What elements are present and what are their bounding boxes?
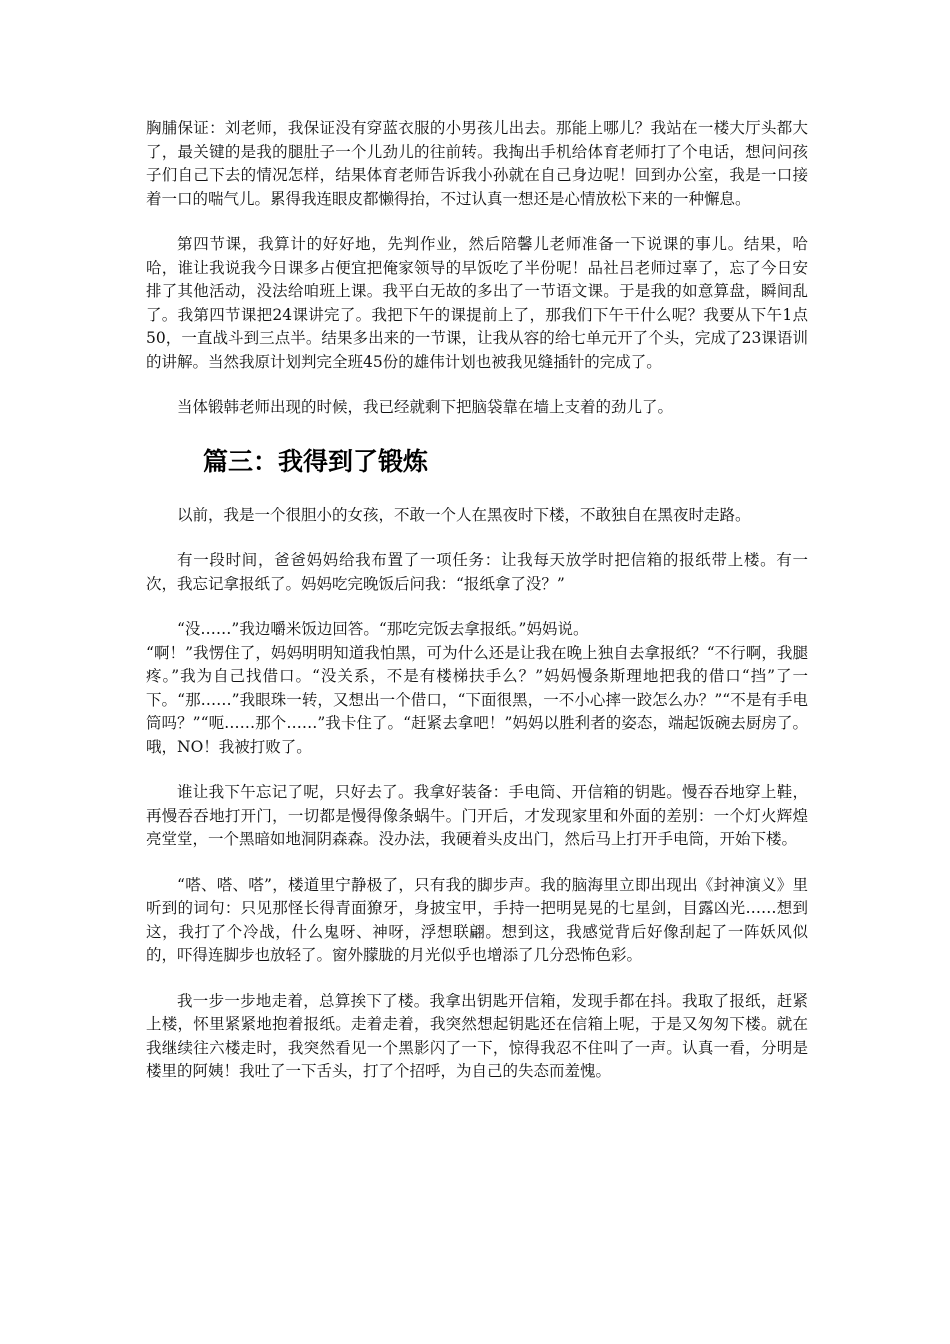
paragraph-stairway: “嗒、嗒、嗒”，楼道里宁静极了，只有我的脚步声。我的脑海里立即出现出《封神演义》里听到的词句：只见那怪长得青面獠牙，身披宝甲，手持一把明晃晃的七星剑，目露凶光……想到这，我打了个冷战，什么鬼呀、神呀，浮想联翩。想到这，我感觉背后好像刮起了一阵妖风似的，吓得连脚步也放轻了。窗外朦胧的月光似乎也增添了几分恐怖色彩。 (146, 875, 808, 964)
paragraph-teacher-han: 当体锻韩老师出现的时候，我已经就剩下把脑袋靠在墙上支着的劲儿了。 (177, 398, 674, 416)
paragraph-task: 有一段时间，爸爸妈妈给我布置了一项任务：让我每天放学时把信箱的报纸带上楼。有一次，我忘记拿报纸了。妈妈吃完晚饭后问我：“报纸拿了没？” (146, 551, 808, 593)
paragraph-dialogue-start: “没……”我边嚼米饭边回答。“那吃完饭去拿报纸。”妈妈说。 (177, 620, 589, 638)
paragraph-going-out: 谁让我下午忘记了呢，只好去了。我拿好装备：手电筒、开信箱的钥匙。慢吞吞地穿上鞋，再慢吞吞地打开门，一切都是慢得像条蜗牛。门开后，才发现家里和外面的差别：一个灯火辉煌亮堂堂，一个黑暗如地洞阴森森。没办法，我硬着头皮出门，然后马上打开手电筒，开始下楼。 (146, 783, 808, 848)
document-body (146, 117, 808, 1106)
paragraph-dialogue: “啊！”我愣住了，妈妈明明知道我怕黑，可为什么还是让我在晚上独自去拿报纸？“不行啊，我腿疼。”我为自己找借口。“没关系，不是有楼梯扶手么？”妈妈慢条斯理地把我的借口“挡”了一下。“那……”我眼珠一转，又想出一个借口，“下面很黑，一不小心摔一跤怎么办？”“不是有手电筒吗？”“呃……那个……”我卡住了。“赶紧去拿吧！”妈妈以胜利者的姿态，端起饭碗去厨房了。哦，NO！我被打败了。 (146, 643, 808, 756)
paragraph-mailbox: 我一步一步地走着，总算挨下了楼。我拿出钥匙开信箱，发现手都在抖。我取了报纸，赶紧上楼，怀里紧紧地抱着报纸。走着走着，我突然想起钥匙还在信箱上呢，于是又匆匆下楼。就在我继续往六楼走时，我突然看见一个黑影闪了一下，惊得我忍不住叫了一声。认真一看，分明是楼里的阿姨！我吐了一下舌头，打了个招呼，为自己的失态而羞愧。 (146, 991, 808, 1080)
paragraph-continuation: 胸脯保证：刘老师，我保证没有穿蓝衣服的小男孩儿出去。那能上哪儿？我站在一楼大厅头都大了，最关键的是我的腿肚子一个儿劲儿的往前转。我掏出手机给体育老师打了个电话，想问问孩子们自己下去的情况怎样，结果体育老师告诉我小孙就在自己身边呢！回到办公室，我是一口接着一口的喘气儿。累得我连眼皮都懒得抬，不过认真一想还是心情放松下来的一种懈息。 (146, 119, 808, 208)
paragraph-fourth-period: 第四节课，我算计的好好地，先判作业，然后陪馨儿老师准备一下说课的事儿。结果，哈哈，谁让我说我今日课多占便宜把俺家领导的早饭吃了半份呢！品社吕老师过辜了，忘了今日安排了其他活动，没法给咱班上课。我平白无故的多出了一节语文课。于是我的如意算盘，瞬间乱了。我第四节课把24课讲完了。我把下午的课提前上了，那我们下午干什么呢？我要从下午1点50，一直战斗到三点半。结果多出来的一节课，让我从容的给七单元开了个头，完成了23课语训的讲解。当然我原计划判完全班45份的雄伟计划也被我见缝插针的完成了。 (146, 235, 808, 371)
paragraph-intro: 以前，我是一个很胆小的女孩，不敢一个人在黑夜时下楼，不敢独自在黑夜时走路。 (177, 505, 751, 524)
section-heading: 篇三：我得到了锻炼 (203, 446, 429, 476)
